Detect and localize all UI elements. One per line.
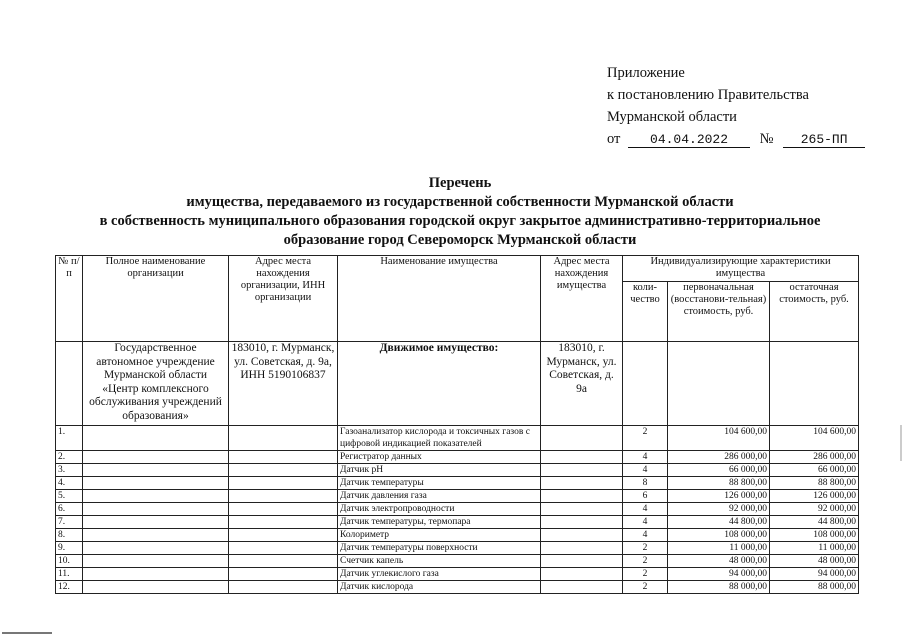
row-org-address xyxy=(229,490,338,503)
row-property-address xyxy=(541,542,623,555)
row-number: 12. xyxy=(56,581,83,594)
appendix-title: Приложение xyxy=(607,65,685,81)
row-org-address xyxy=(229,516,338,529)
row-quantity: 2 xyxy=(623,426,668,451)
number-sign: № xyxy=(759,131,774,147)
document-title xyxy=(40,174,880,250)
row-residual-cost: 104 600,00 xyxy=(770,426,859,451)
header-initial-cost: первоначальная (восстанови-тельная) стоимость, руб. xyxy=(668,282,770,342)
row-number: 8. xyxy=(56,529,83,542)
header-property-address: Адрес места нахождения имущества xyxy=(541,256,623,342)
row-quantity: 2 xyxy=(623,581,668,594)
row-number: 5. xyxy=(56,490,83,503)
row-property-address xyxy=(541,529,623,542)
row-property-name: Датчик температуры xyxy=(338,477,541,490)
row-org-address xyxy=(229,503,338,516)
row-quantity: 4 xyxy=(623,516,668,529)
row-number: 4. xyxy=(56,477,83,490)
row-org-address xyxy=(229,529,338,542)
title-line-1: Перечень xyxy=(428,175,492,191)
row-quantity: 4 xyxy=(623,503,668,516)
org-row xyxy=(56,342,859,426)
row-number: 6. xyxy=(56,503,83,516)
row-property-name: Датчик pH xyxy=(338,464,541,477)
table-row xyxy=(56,516,859,529)
row-residual-cost: 66 000,00 xyxy=(770,464,859,477)
title-line-3: в собственность муниципального образования городской округ закрытое административно-территориальное xyxy=(99,213,821,229)
table-row xyxy=(56,477,859,490)
row-residual-cost: 88 800,00 xyxy=(770,477,859,490)
row-property-address xyxy=(541,426,623,451)
row-org-name xyxy=(83,477,229,490)
row-initial-cost: 108 000,00 xyxy=(668,529,770,542)
row-property-name: Счетчик капель xyxy=(338,555,541,568)
row-org-name xyxy=(83,581,229,594)
row-property-name: Датчик кислорода xyxy=(338,581,541,594)
row-org-address xyxy=(229,568,338,581)
row-property-address xyxy=(541,477,623,490)
row-number: 10. xyxy=(56,555,83,568)
header-property-name: Наименование имущества xyxy=(338,256,541,342)
org-name: Государственное автономное учреждение Мурманской области «Центр комплексного обслуживания учреждений образования» xyxy=(83,342,229,426)
resolution-number: 265-ПП xyxy=(783,132,865,148)
property-group: Движимое имущество: xyxy=(338,342,541,426)
row-property-name: Колориметр xyxy=(338,529,541,542)
row-initial-cost: 88 800,00 xyxy=(668,477,770,490)
row-org-name xyxy=(83,529,229,542)
table-row xyxy=(56,426,859,451)
row-org-name xyxy=(83,516,229,529)
row-residual-cost: 92 000,00 xyxy=(770,503,859,516)
row-property-address xyxy=(541,555,623,568)
row-quantity: 2 xyxy=(623,542,668,555)
org-address: 183010, г. Мурманск, ул. Советская, д. 9а, ИНН 5190106837 xyxy=(229,342,338,426)
row-quantity: 8 xyxy=(623,477,668,490)
title-line-4: образование город Североморск Мурманской области xyxy=(283,232,637,248)
table-row xyxy=(56,503,859,516)
row-property-name: Датчик температуры поверхности xyxy=(338,542,541,555)
row-org-address xyxy=(229,477,338,490)
header-quantity: коли-чество xyxy=(623,282,668,342)
appendix-resolution: к постановлению Правительства xyxy=(607,87,809,103)
row-property-name: Регистратор данных xyxy=(338,451,541,464)
header-org-name: Полное наименование организации xyxy=(83,256,229,342)
row-initial-cost: 104 600,00 xyxy=(668,426,770,451)
row-quantity: 4 xyxy=(623,529,668,542)
scan-mark xyxy=(2,632,52,634)
row-initial-cost: 92 000,00 xyxy=(668,503,770,516)
row-property-address xyxy=(541,516,623,529)
row-residual-cost: 126 000,00 xyxy=(770,490,859,503)
row-org-name xyxy=(83,490,229,503)
row-property-name: Датчик углекислого газа xyxy=(338,568,541,581)
row-org-name xyxy=(83,542,229,555)
row-initial-cost: 286 000,00 xyxy=(668,451,770,464)
appendix-date-line xyxy=(607,128,865,150)
appendix-block xyxy=(607,62,865,150)
row-quantity: 2 xyxy=(623,568,668,581)
table-row xyxy=(56,529,859,542)
row-quantity: 2 xyxy=(623,555,668,568)
row-number: 1. xyxy=(56,426,83,451)
row-property-name: Датчик давления газа xyxy=(338,490,541,503)
header-characteristics: Индивидуализирующие характеристики имущества xyxy=(623,256,859,282)
row-number: 3. xyxy=(56,464,83,477)
row-initial-cost: 66 000,00 xyxy=(668,464,770,477)
property-table xyxy=(55,255,859,594)
row-org-address xyxy=(229,464,338,477)
row-initial-cost: 48 000,00 xyxy=(668,555,770,568)
row-property-address xyxy=(541,568,623,581)
row-property-address xyxy=(541,503,623,516)
appendix-region: Мурманской области xyxy=(607,109,737,125)
title-line-2: имущества, передаваемого из государственной собственности Мурманской области xyxy=(186,194,734,210)
header-org-address: Адрес места нахождения организации, ИНН организации xyxy=(229,256,338,342)
row-residual-cost: 88 000,00 xyxy=(770,581,859,594)
row-initial-cost: 94 000,00 xyxy=(668,568,770,581)
row-org-name xyxy=(83,451,229,464)
row-org-address xyxy=(229,555,338,568)
table-row xyxy=(56,542,859,555)
row-number: 7. xyxy=(56,516,83,529)
row-initial-cost: 44 800,00 xyxy=(668,516,770,529)
property-address: 183010, г. Мурманск, ул. Советская, д. 9а xyxy=(541,342,623,426)
row-residual-cost: 11 000,00 xyxy=(770,542,859,555)
from-label: от xyxy=(607,131,621,147)
row-number: 11. xyxy=(56,568,83,581)
row-quantity: 6 xyxy=(623,490,668,503)
row-org-address xyxy=(229,426,338,451)
row-property-address xyxy=(541,451,623,464)
row-initial-cost: 88 000,00 xyxy=(668,581,770,594)
row-org-name xyxy=(83,568,229,581)
row-org-address xyxy=(229,542,338,555)
table-row xyxy=(56,464,859,477)
row-initial-cost: 126 000,00 xyxy=(668,490,770,503)
row-org-name xyxy=(83,464,229,477)
row-org-address xyxy=(229,581,338,594)
row-residual-cost: 48 000,00 xyxy=(770,555,859,568)
table-row xyxy=(56,581,859,594)
table-row xyxy=(56,568,859,581)
scan-mark xyxy=(900,425,902,461)
header-residual-cost: остаточная стоимость, руб. xyxy=(770,282,859,342)
row-quantity: 4 xyxy=(623,464,668,477)
row-property-address xyxy=(541,581,623,594)
row-property-name: Датчик электропроводности xyxy=(338,503,541,516)
row-property-name: Датчик температуры, термопара xyxy=(338,516,541,529)
row-org-name xyxy=(83,555,229,568)
row-initial-cost: 11 000,00 xyxy=(668,542,770,555)
row-number: 2. xyxy=(56,451,83,464)
resolution-date: 04.04.2022 xyxy=(628,132,750,148)
row-residual-cost: 44 800,00 xyxy=(770,516,859,529)
row-property-name: Газоанализатор кислорода и токсичных газов с цифровой индикацией показателей xyxy=(338,426,541,451)
table-row xyxy=(56,555,859,568)
table-row xyxy=(56,490,859,503)
row-property-address xyxy=(541,464,623,477)
row-quantity: 4 xyxy=(623,451,668,464)
row-property-address xyxy=(541,490,623,503)
row-org-name xyxy=(83,503,229,516)
header-num: № п/п xyxy=(56,256,83,342)
row-residual-cost: 108 000,00 xyxy=(770,529,859,542)
row-residual-cost: 286 000,00 xyxy=(770,451,859,464)
row-org-address xyxy=(229,451,338,464)
row-org-name xyxy=(83,426,229,451)
row-residual-cost: 94 000,00 xyxy=(770,568,859,581)
row-number: 9. xyxy=(56,542,83,555)
header-row-1 xyxy=(56,256,859,282)
table-row xyxy=(56,451,859,464)
